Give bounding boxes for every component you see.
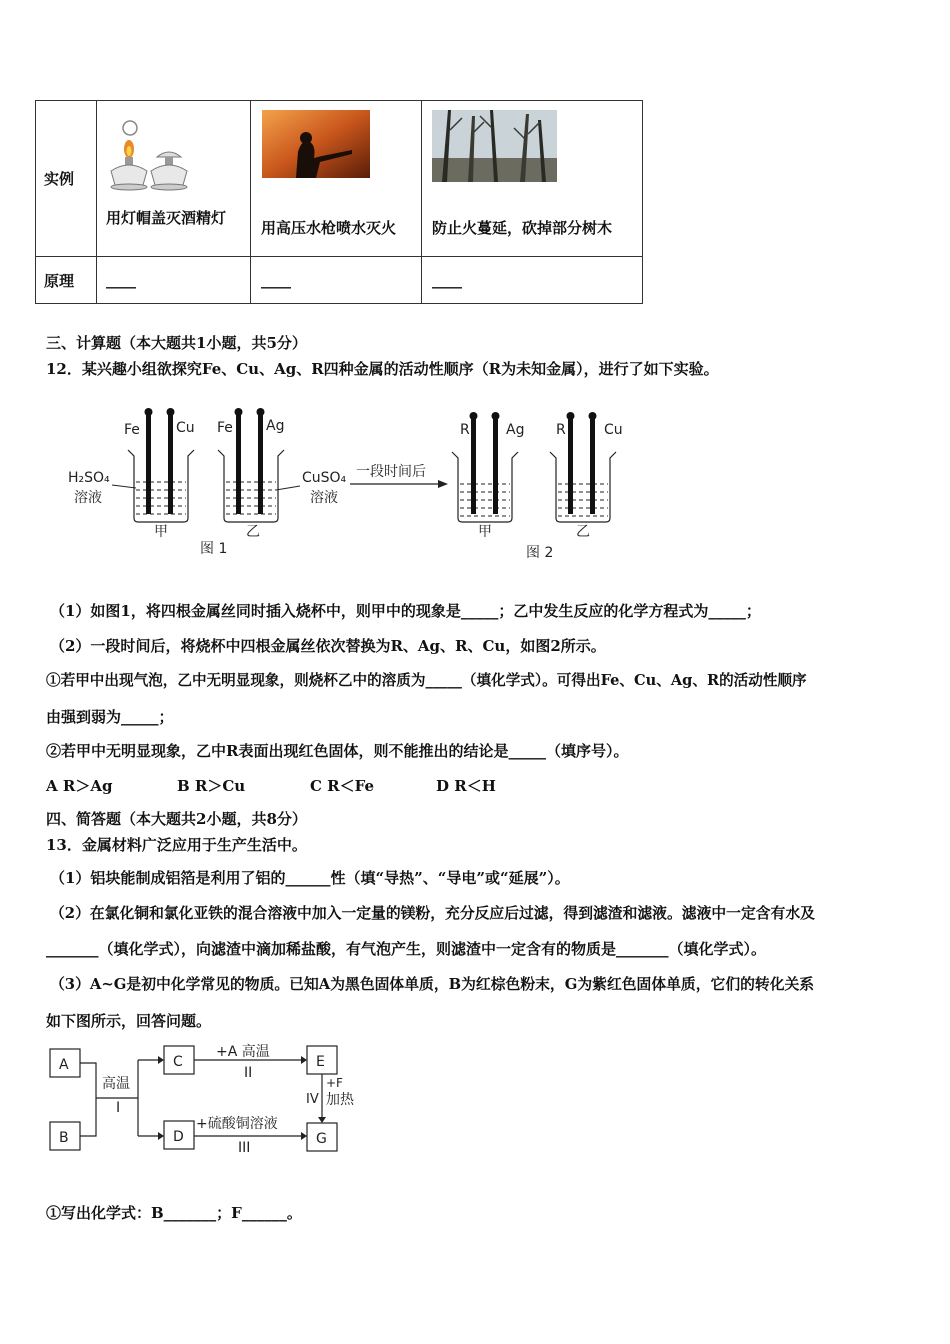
example-caption-3: 防止火蔓延，砍掉部分树木 [432, 219, 613, 237]
principle-blank-1: ____ [97, 257, 251, 304]
option-d: D R＜H [436, 777, 496, 795]
beaker-jia-fig2 [452, 452, 518, 522]
label-step-II: II [244, 1065, 253, 1081]
alcohol-lamp-icon [97, 111, 247, 221]
q13-subquestion-1: ①写出化学式：B_______；F______。 [46, 1204, 302, 1222]
label-jia-2: 甲 [478, 524, 492, 540]
label-r-1: R [460, 422, 470, 438]
label-after-time: 一段时间后 [356, 464, 426, 480]
label-c: C [173, 1054, 183, 1070]
row-label-examples: 实例 [36, 101, 97, 257]
forest-photo [432, 110, 557, 182]
principle-blank-2: ____ [251, 257, 422, 304]
example-caption-2: 用高压水枪喷水灭火 [261, 219, 397, 237]
q13-part3: （3）A~G是初中化学常见的物质。已知A为黑色固体单质，B为红棕色粉末，G为紫红色固体单质，它们的转化关系 [50, 976, 815, 993]
q12-part1: （1）如图1，将四根金属丝同时插入烧杯中，则甲中的现象是_____；乙中发生反应的化学方程式为_____； [50, 602, 761, 620]
label-plus-a-high-temp: +A 高温 [216, 1044, 270, 1060]
example-caption-1: 用灯帽盖灭酒精灯 [106, 209, 227, 227]
label-fig2: 图 2 [526, 545, 554, 561]
label-fig1: 图 1 [200, 541, 228, 557]
label-g: G [316, 1131, 327, 1147]
beaker-jia-fig1 [128, 450, 194, 522]
label-cu-1: Cu [176, 420, 195, 436]
q12-part2-2: ②若甲中无明显现象，乙中R表面出现红色固体，则不能推出的结论是_____（填序号）。 [46, 742, 629, 760]
option-c: C R＜Fe [310, 777, 374, 795]
label-cuso4: CuSO₄ [302, 470, 347, 486]
label-ag-2: Ag [506, 422, 525, 438]
q13-part3-cont: 如下图所示，回答问题。 [46, 1012, 212, 1030]
beaker-yi-fig1 [218, 450, 284, 522]
label-r-2: R [556, 422, 566, 438]
option-b: B R＞Cu [177, 777, 246, 795]
label-b: B [59, 1130, 69, 1146]
label-heating: 加热 [326, 1092, 354, 1108]
label-step-III: III [238, 1140, 251, 1156]
examples-table [35, 100, 643, 304]
label-ag-1: Ag [266, 418, 285, 434]
example-cell-2 [251, 101, 422, 257]
label-h2so4: H₂SO₄ [68, 470, 110, 486]
firefighter-photo [262, 110, 370, 178]
q12-part2-1: ①若甲中出现气泡，乙中无明显现象，则烧杯乙中的溶质为_____（填化学式）。可得出Fe、Cu、Ag、R的活动性顺序 [46, 672, 807, 689]
beaker-yi-fig2 [550, 452, 616, 522]
label-fe-2: Fe [217, 420, 233, 436]
label-yi-1: 乙 [246, 524, 260, 540]
beaker-experiment-figure [60, 400, 660, 570]
label-solution-2: 溶液 [310, 490, 338, 506]
label-step-I: I [116, 1100, 121, 1116]
label-high-temp-1: 高温 [102, 1076, 130, 1092]
conversion-flow-diagram [40, 1040, 380, 1165]
example-cell-1 [97, 101, 251, 257]
q12-part2: （2）一段时间后，将烧杯中四根金属丝依次替换为R、Ag、R、Cu，如图2所示。 [50, 637, 606, 655]
label-fe-1: Fe [124, 422, 140, 438]
label-plus-f: +F [326, 1076, 343, 1090]
q13-part2: （2）在氯化铜和氯化亚铁的混合溶液中加入一定量的镁粉，充分反应后过滤，得到滤渣和滤液。滤液中一定含有水及 [50, 905, 815, 922]
label-jia-1: 甲 [154, 524, 168, 540]
q13-part2-cont: _______（填化学式），向滤渣中滴加稀盐酸，有气泡产生，则滤渣中一定含有的物质是_______（填化学式）。 [46, 940, 767, 958]
question-12-stem: 12．某兴趣小组欲探究Fe、Cu、Ag、R四种金属的活动性顺序（R为未知金属），进行了如下实验。 [46, 360, 719, 378]
section4-heading: 四、简答题（本大题共2小题，共8分） [46, 810, 307, 828]
option-a: A R＞Ag [46, 777, 113, 795]
example-cell-3 [422, 101, 643, 257]
label-yi-2: 乙 [576, 524, 590, 540]
question-13-stem: 13．金属材料广泛应用于生产生活中。 [46, 836, 307, 854]
section3-heading: 三、计算题（本大题共1小题，共5分） [46, 334, 307, 352]
principle-blank-3: ____ [422, 257, 643, 304]
label-cu-2: Cu [604, 422, 623, 438]
label-a: A [59, 1057, 69, 1073]
row-label-principle: 原理 [36, 257, 97, 304]
q12-part2-1-cont: 由强到弱为_____； [46, 708, 174, 726]
label-copper-sulfate: +硫酸铜溶液 [196, 1116, 278, 1132]
label-d: D [173, 1129, 184, 1145]
label-e: E [316, 1054, 325, 1070]
q13-part1: （1）铝块能制成铝箔是利用了铝的______性（填“导热”、“导电”或“延展”）。 [50, 869, 570, 887]
label-step-IV: IV [306, 1092, 319, 1107]
label-solution-1: 溶液 [74, 490, 102, 506]
